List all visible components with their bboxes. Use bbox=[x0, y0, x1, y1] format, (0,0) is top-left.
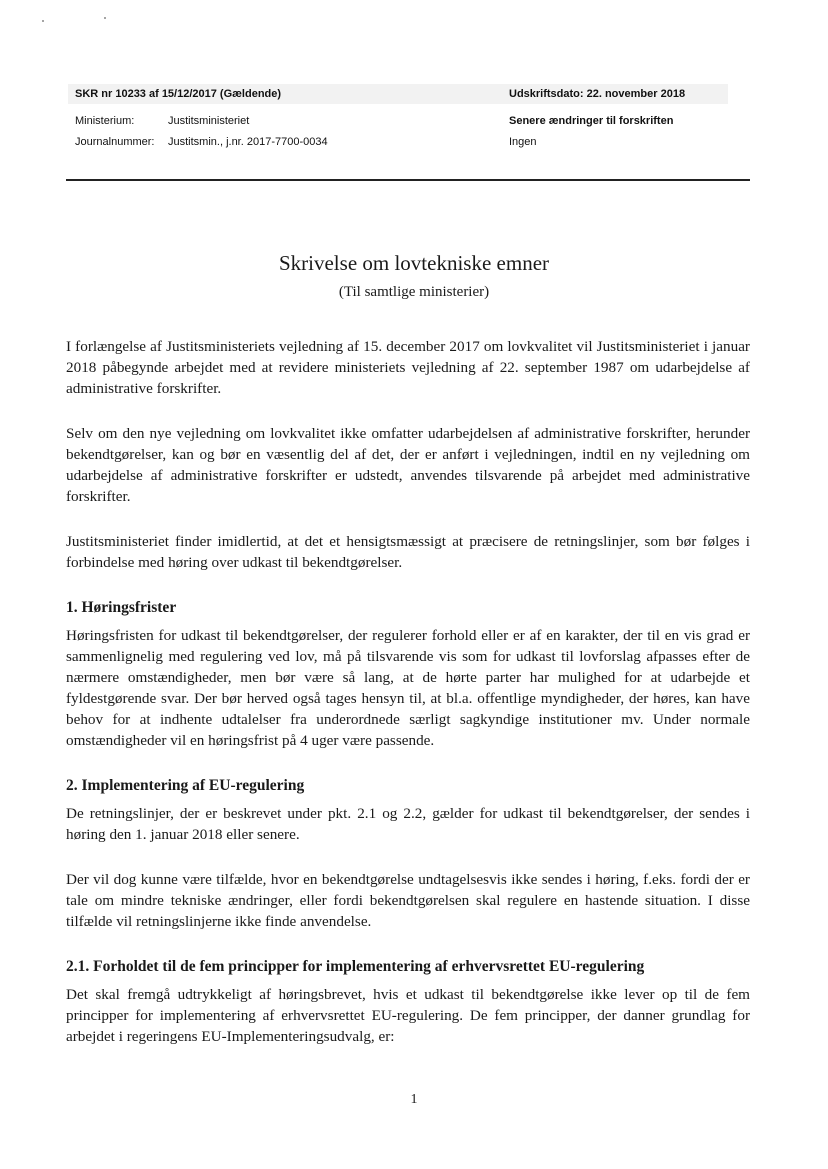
document-title: Skrivelse om lovtekniske emner bbox=[278, 251, 550, 275]
ministry-label: Ministerium: bbox=[75, 115, 135, 127]
section-heading: 2.1. Forholdet til de fem principper for implementering af erhvervsrettet EU-regulering bbox=[66, 958, 645, 975]
document-subtitle: (Til samtlige ministerier) bbox=[338, 284, 490, 300]
header-divider bbox=[66, 179, 750, 181]
section-paragraph: Høringsfristen for udkast til bekendtgørelser, der regulerer forhold eller er af en karakter, der til en vis grad er sammenlignelig med regulering ved lov, må på tilsvarende vis som for udkast til lovforslag afpasses efter de nærmere omstændigheder, men bør være så lang, at de hørte parter har mulighed for at udarbejde et fyldestgørende svar. Der bør herved også tages hensyn til, at bl.a. offentlige myndigheder, der høres, kan have behov for at indhente udtalelser fra underordnede særligt sagkyndige institutioner mv. Under normale omstændigheder vil en høringsfrist på 4 uger være passende. bbox=[66, 627, 750, 749]
scan-speck bbox=[104, 17, 106, 19]
page-number: 1 bbox=[410, 1092, 418, 1107]
body-paragraph: Selv om den nye vejledning om lovkvalitet ikke omfatter udarbejdelsen af administrative forskrifter, herunder bekendtgørelser, kan og bør en væsentlig del af det, der er anført i vejledningen, indtil en ny vejledning om udarbejdelse af administrative forskrifter er udstedt, anvendes tilsvarende på arbejdet med administrative forskrifter. bbox=[66, 425, 750, 505]
section-paragraph: Der vil dog kunne være tilfælde, hvor en bekendtgørelse undtagelsesvis ikke sendes i høring, f.eks. fordi der er tale om mindre tekniske ændringer, eller fordi bekendtgørelsen skal regulere en hastende situation. I disse tilfælde vil retningslinjerne ikke finde anvendelse. bbox=[66, 871, 750, 930]
document-body bbox=[66, 336, 750, 1071]
ministry-value: Justitsministeriet bbox=[168, 115, 250, 127]
body-paragraph: I forlængelse af Justitsministeriets vejledning af 15. december 2017 om lovkvalitet vil Justitsministeriet i januar 2018 påbegynde arbejdet med at revidere ministeriets vejledning af 22. september 1987 om udarbejdelse af administrative forskrifter. bbox=[66, 338, 750, 397]
section-heading: 1. Høringsfrister bbox=[66, 599, 177, 616]
journal-label: Journalnummer: bbox=[75, 136, 155, 148]
section-heading: 2. Implementering af EU-regulering bbox=[66, 777, 305, 794]
body-paragraph: Justitsministeriet finder imidlertid, at det et hensigtsmæssigt at præcisere de retningslinjer, som bør følges i forbindelse med høring over udkast til bekendtgørelser. bbox=[66, 533, 750, 571]
doc-reference: SKR nr 10233 af 15/12/2017 (Gældende) bbox=[75, 88, 282, 100]
journal-value: Justitsmin., j.nr. 2017-7700-0034 bbox=[168, 136, 328, 148]
section-paragraph: De retningslinjer, der er beskrevet under pkt. 2.1 og 2.2, gælder for udkast til bekendtgørelser, der sendes i høring den 1. januar 2018 eller senere. bbox=[66, 805, 750, 843]
print-date: Udskriftsdato: 22. november 2018 bbox=[509, 88, 686, 100]
later-changes-value: Ingen bbox=[509, 136, 537, 148]
scan-speck bbox=[42, 20, 44, 22]
section-paragraph: Det skal fremgå udtrykkeligt af høringsbrevet, hvis et udkast til bekendtgørelse ikke lever op til de fem principper for implementering af erhvervsrettet EU-regulering. De fem principper, der danner grundlag for arbejdet i regeringens EU-Implementeringsudvalg, er: bbox=[66, 986, 750, 1045]
later-changes-label: Senere ændringer til forskriften bbox=[509, 115, 674, 127]
